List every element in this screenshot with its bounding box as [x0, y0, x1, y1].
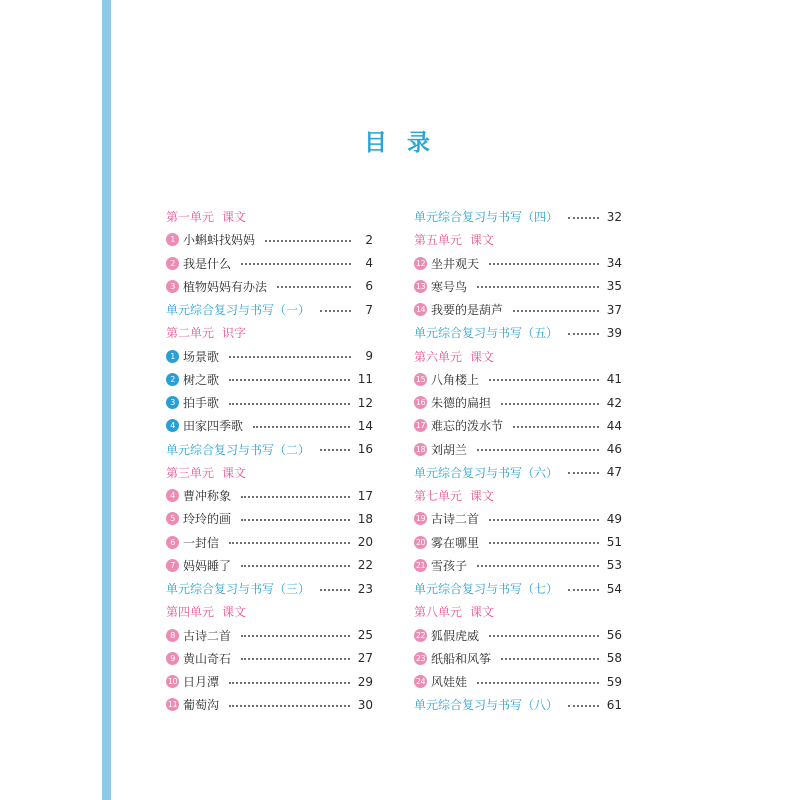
review-entry[interactable] [414, 205, 622, 228]
page-number: 39 [606, 325, 622, 340]
lesson-title: 日月潭 [183, 675, 220, 690]
lesson-number-badge: 6 [166, 536, 179, 549]
dot-leader [320, 310, 351, 312]
review-entry[interactable] [414, 693, 622, 716]
unit-heading [414, 600, 622, 623]
page-number: 25 [357, 628, 373, 643]
dot-leader [241, 635, 350, 637]
lesson-number-badge: 13 [415, 281, 426, 291]
lesson-number-badge: 3 [166, 396, 179, 409]
unit-heading [166, 461, 373, 484]
page-number: 17 [357, 488, 373, 503]
lesson-title: 古诗二首 [183, 628, 232, 643]
dot-leader [501, 658, 599, 660]
toc-entry[interactable] [414, 531, 622, 554]
unit-heading [166, 600, 373, 623]
toc-entry[interactable] [166, 531, 373, 554]
lesson-number-badge: 21 [415, 560, 426, 570]
dot-leader [568, 217, 599, 219]
dot-leader [229, 705, 350, 707]
toc-entry[interactable] [414, 414, 622, 437]
dot-leader [489, 542, 599, 544]
lesson-title: 八角楼上 [431, 372, 480, 387]
review-title: 单元综合复习与书写（一） [166, 303, 311, 318]
toc-entry[interactable] [166, 693, 373, 716]
unit-heading [414, 484, 622, 507]
review-entry[interactable] [166, 298, 373, 321]
unit-name: 第三单元 [166, 465, 215, 480]
lesson-number-badge: 8 [166, 629, 179, 642]
page-number: 11 [357, 372, 373, 387]
unit-heading [414, 345, 622, 368]
lesson-number-badge: 12 [415, 258, 426, 268]
review-entry[interactable] [414, 461, 622, 484]
dot-leader [568, 589, 599, 591]
unit-type: 课文 [470, 605, 495, 620]
page-number: 12 [357, 395, 373, 410]
toc-entry[interactable] [166, 345, 373, 368]
page-title: 目 录 [363, 130, 436, 156]
lesson-title: 难忘的泼水节 [431, 419, 504, 434]
dot-leader [241, 658, 350, 660]
review-entry[interactable] [414, 577, 622, 600]
lesson-number-badge: 4 [166, 489, 179, 502]
page-number: 42 [606, 395, 622, 410]
lesson-title: 纸船和风筝 [431, 651, 492, 666]
lesson-number-badge: 5 [166, 512, 179, 525]
page-number: 2 [365, 232, 373, 247]
toc-entry[interactable] [166, 252, 373, 275]
unit-type: 课文 [222, 210, 247, 225]
lesson-title: 我是什么 [183, 256, 232, 271]
unit-name: 第五单元 [414, 233, 463, 248]
lesson-title: 黄山奇石 [183, 651, 232, 666]
dot-leader [229, 379, 350, 381]
lesson-title: 曹冲称象 [183, 489, 232, 504]
page-number: 51 [606, 535, 622, 550]
unit-heading [414, 228, 622, 251]
unit-type: 课文 [222, 605, 247, 620]
dot-leader [241, 565, 350, 567]
lesson-title: 妈妈睡了 [183, 558, 232, 573]
unit-type: 识字 [222, 326, 247, 341]
dot-leader [277, 286, 351, 288]
toc-entry[interactable] [166, 484, 373, 507]
lesson-number-badge: 22 [415, 630, 426, 640]
unit-name: 第八单元 [414, 605, 463, 620]
page-number: 20 [357, 535, 373, 550]
toc-entry[interactable] [414, 647, 622, 670]
unit-name: 第一单元 [166, 210, 215, 225]
lesson-title: 古诗二首 [431, 512, 480, 527]
page-number: 23 [357, 581, 373, 596]
review-entry[interactable] [166, 438, 373, 461]
lesson-number-badge: 18 [415, 444, 426, 454]
dot-leader [568, 333, 599, 335]
page-number: 4 [365, 256, 373, 271]
lesson-number-badge: 7 [166, 559, 179, 572]
lesson-number-badge: 14 [415, 305, 426, 315]
lesson-title: 狐假虎威 [431, 628, 480, 643]
lesson-title: 一封信 [183, 535, 220, 550]
lesson-title: 玲玲的画 [183, 512, 232, 527]
review-title: 单元综合复习与书写（六） [414, 465, 559, 480]
toc-entry[interactable] [414, 391, 622, 414]
dot-leader [568, 705, 599, 707]
page-number: 41 [606, 372, 622, 387]
dot-leader [477, 449, 599, 451]
dot-leader [229, 403, 350, 405]
page-number: 29 [357, 674, 373, 689]
lesson-title: 雪孩子 [431, 558, 468, 573]
toc-entry[interactable] [414, 554, 622, 577]
dot-leader [229, 356, 351, 358]
lesson-title: 拍手歌 [183, 396, 220, 411]
page-number: 53 [606, 558, 622, 573]
unit-heading [166, 205, 373, 228]
review-title: 单元综合复习与书写（八） [414, 698, 559, 713]
page-number: 61 [606, 697, 622, 712]
toc-entry[interactable] [166, 275, 373, 298]
lesson-title: 植物妈妈有办法 [183, 279, 268, 294]
toc-entry[interactable] [166, 647, 373, 670]
lesson-number-badge: 1 [166, 350, 179, 363]
lesson-number-badge: 9 [166, 652, 179, 665]
lesson-title: 葡萄沟 [183, 698, 220, 713]
page-number: 6 [365, 279, 373, 294]
lesson-title: 树之歌 [183, 372, 220, 387]
page-number: 14 [357, 418, 373, 433]
toc-entry[interactable] [166, 414, 373, 437]
lesson-number-badge: 16 [415, 398, 426, 408]
page-number: 30 [357, 697, 373, 712]
page-number: 59 [606, 674, 622, 689]
page-number: 27 [357, 651, 373, 666]
dot-leader [477, 682, 599, 684]
unit-type: 课文 [470, 233, 495, 248]
lesson-number-badge: 3 [166, 280, 179, 293]
review-title: 单元综合复习与书写（七） [414, 582, 559, 597]
page-number: 7 [365, 302, 373, 317]
unit-name: 第六单元 [414, 349, 463, 364]
lesson-title: 田家四季歌 [183, 419, 244, 434]
lesson-number-badge: 10 [167, 677, 178, 687]
toc-entry[interactable] [166, 670, 373, 693]
dot-leader [568, 472, 599, 474]
unit-name: 第二单元 [166, 326, 215, 341]
lesson-title: 场景歌 [183, 349, 220, 364]
toc-entry[interactable] [166, 554, 373, 577]
lesson-number-badge: 23 [415, 653, 426, 663]
dot-leader [320, 449, 350, 451]
dot-leader [501, 403, 599, 405]
page-number: 54 [606, 581, 622, 596]
unit-name: 第七单元 [414, 489, 463, 504]
lesson-title: 刘胡兰 [431, 442, 468, 457]
dot-leader [513, 426, 599, 428]
dot-leader [320, 589, 350, 591]
page-number: 22 [357, 558, 373, 573]
toc-entry[interactable] [414, 624, 622, 647]
review-entry[interactable] [414, 321, 622, 344]
unit-type: 课文 [470, 489, 495, 504]
lesson-number-badge: 15 [415, 374, 426, 384]
page-number: 37 [606, 302, 622, 317]
lesson-title: 寒号鸟 [431, 279, 468, 294]
dot-leader [241, 496, 350, 498]
lesson-number-badge: 2 [166, 257, 179, 270]
toc-entry[interactable] [414, 252, 622, 275]
spine-bar [102, 0, 111, 800]
page-number: 34 [606, 256, 622, 271]
review-title: 单元综合复习与书写（四） [414, 210, 559, 225]
toc-entry[interactable] [414, 368, 622, 391]
page-number: 35 [606, 279, 622, 294]
dot-leader [489, 635, 599, 637]
lesson-title: 小蝌蚪找妈妈 [183, 233, 256, 248]
page-number: 49 [606, 511, 622, 526]
page-number: 47 [606, 465, 622, 480]
toc-entry[interactable] [414, 275, 622, 298]
lesson-title: 我要的是葫芦 [431, 303, 504, 318]
page-number: 44 [606, 418, 622, 433]
dot-leader [241, 519, 350, 521]
dot-leader [513, 310, 599, 312]
page-number: 9 [365, 349, 373, 364]
lesson-title: 朱德的扁担 [431, 396, 492, 411]
lesson-number-badge: 1 [166, 233, 179, 246]
dot-leader [253, 426, 350, 428]
dot-leader [477, 565, 599, 567]
unit-name: 第四单元 [166, 605, 215, 620]
toc-entry[interactable] [414, 670, 622, 693]
lesson-title: 坐井观天 [431, 256, 480, 271]
lesson-number-badge: 4 [166, 419, 179, 432]
lesson-number-badge: 17 [415, 421, 426, 431]
page-number: 58 [606, 651, 622, 666]
toc-entry[interactable] [414, 438, 622, 461]
lesson-number-badge: 11 [167, 700, 178, 710]
review-title: 单元综合复习与书写（五） [414, 326, 559, 341]
page-number: 46 [606, 442, 622, 457]
dot-leader [241, 263, 351, 265]
toc-entry[interactable] [166, 228, 373, 251]
page-number: 16 [357, 442, 373, 457]
unit-heading [166, 321, 373, 344]
page-number: 32 [606, 209, 622, 224]
dot-leader [489, 519, 599, 521]
toc-entry[interactable] [166, 624, 373, 647]
unit-type: 课文 [222, 465, 247, 480]
dot-leader [477, 286, 599, 288]
toc-entry[interactable] [166, 391, 373, 414]
dot-leader [489, 263, 599, 265]
review-title: 单元综合复习与书写（三） [166, 582, 311, 597]
lesson-number-badge: 20 [415, 537, 426, 547]
lesson-number-badge: 2 [166, 373, 179, 386]
toc-entry[interactable] [414, 298, 622, 321]
page-number: 18 [357, 511, 373, 526]
dot-leader [489, 379, 599, 381]
dot-leader [229, 682, 350, 684]
dot-leader [265, 240, 351, 242]
lesson-title: 雾在哪里 [431, 535, 480, 550]
unit-type: 课文 [470, 349, 495, 364]
review-title: 单元综合复习与书写（二） [166, 442, 311, 457]
dot-leader [229, 542, 350, 544]
page-number: 56 [606, 628, 622, 643]
lesson-number-badge: 19 [415, 514, 426, 524]
toc-right-column [414, 205, 622, 717]
review-entry[interactable] [166, 577, 373, 600]
toc-left-column [166, 205, 373, 717]
lesson-number-badge: 24 [415, 677, 426, 687]
lesson-title: 风娃娃 [431, 675, 468, 690]
toc-entry[interactable] [166, 368, 373, 391]
toc-entry[interactable] [414, 507, 622, 530]
toc-entry[interactable] [166, 507, 373, 530]
